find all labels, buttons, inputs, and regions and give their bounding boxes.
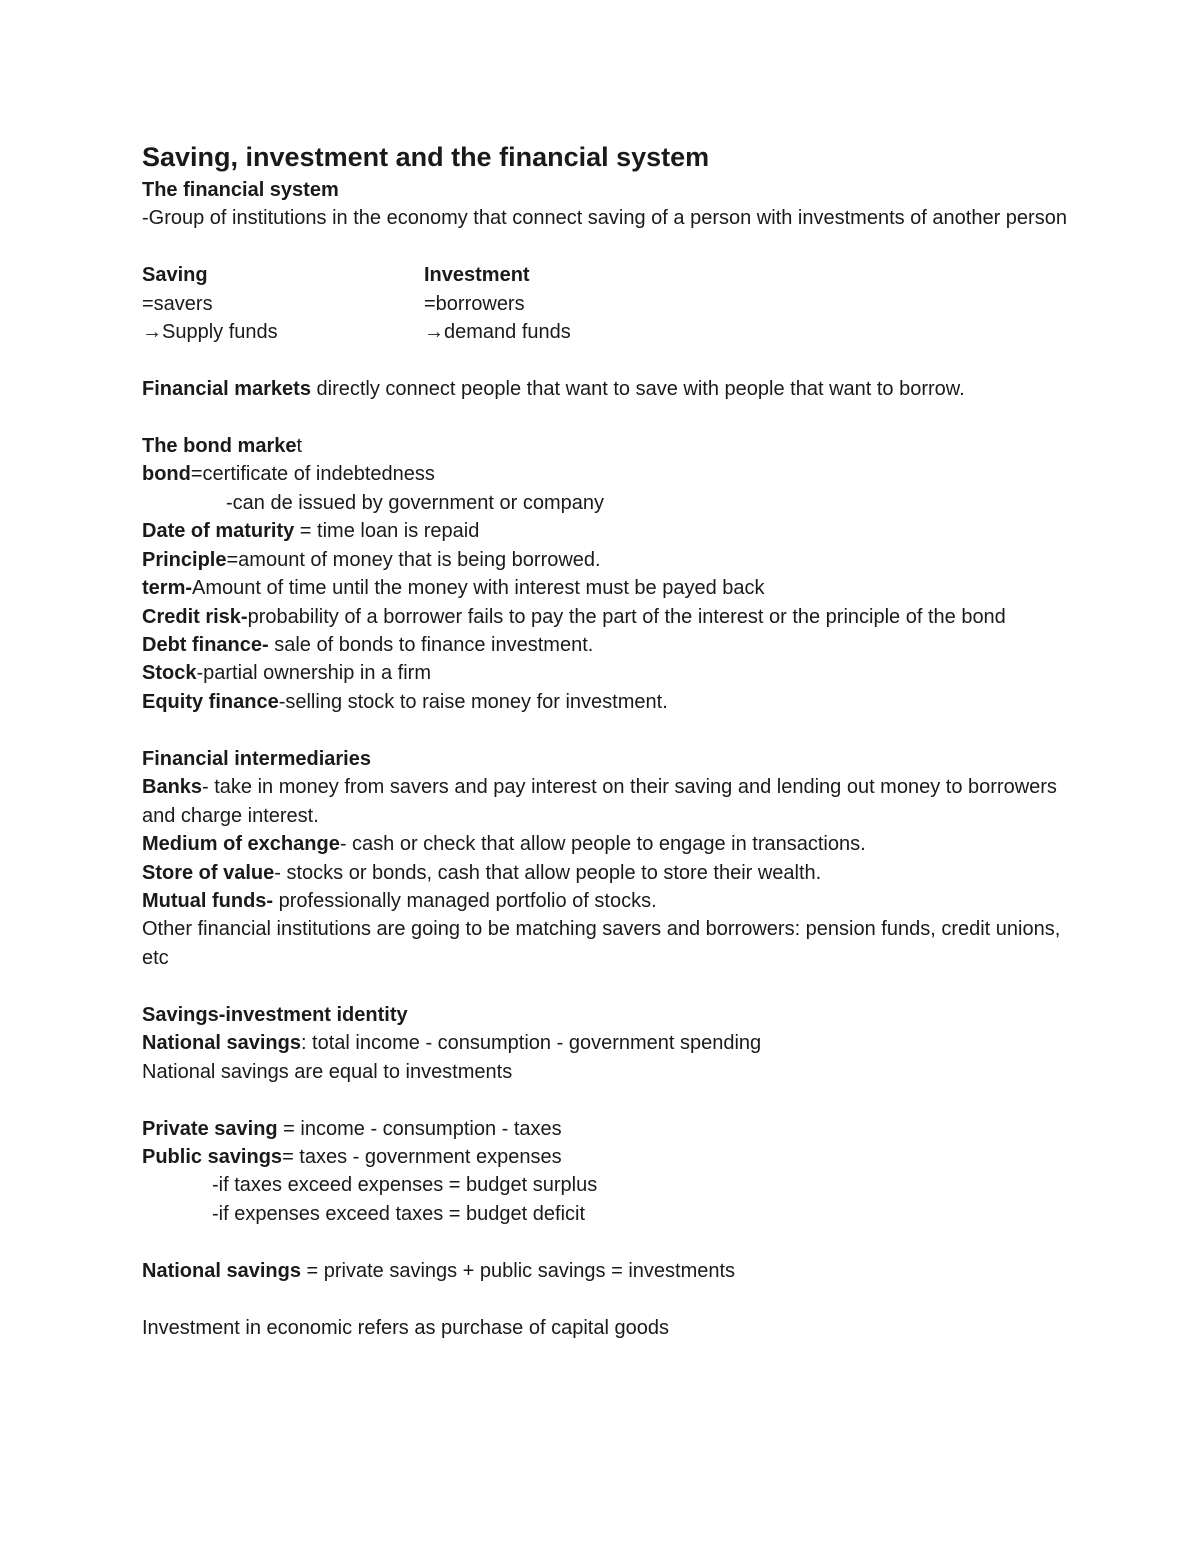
spacer [142,404,1082,432]
other-institutions-text: Other financial institutions are going to be matching savers and borrowers: pension funds, credit unions, etc [142,918,1061,969]
credit-risk-definition: Credit risk-probability of a borrower fails to pay the part of the interest or the principle of the bond [142,605,1006,628]
principle-definition: Principle=amount of money that is being borrowed. [142,548,601,571]
spacer [142,1285,1082,1313]
closing-statement: Investment in economic refers as purchase of capital goods [142,1316,669,1339]
columns-row-1 [142,290,1082,318]
columns-heading-row [142,261,1082,289]
store-of-value-definition: Store of value- stocks or bonds, cash that allow people to store their wealth. [142,861,822,884]
term-definition: term-Amount of time until the money with interest must be payed back [142,577,765,600]
supply-funds-text: →Supply funds [142,321,278,344]
investment-heading: Investment [424,264,530,287]
financial-system-definition: -Group of institutions in the economy that connect saving of a person with investments of another person [142,207,1067,230]
savers-text: =savers [142,292,213,315]
national-savings-equal-text: National savings are equal to investments [142,1060,513,1083]
saving-heading: Saving [142,264,208,287]
spacer [142,716,1082,744]
section-heading-bond-market: The bond market [142,434,303,457]
demand-funds-text: →demand funds [424,321,571,344]
budget-surplus-note: -if taxes exceed expenses = budget surplus [212,1174,598,1197]
equity-finance-definition: Equity finance-selling stock to raise money for investment. [142,690,668,713]
private-saving-definition: Private saving = income - consumption - taxes [142,1117,562,1140]
mutual-funds-definition: Mutual funds- professionally managed portfolio of stocks. [142,890,657,912]
bond-issuer-note: -can de issued by government or company [226,491,604,514]
columns-row-2 [142,318,1082,346]
section-heading-intermediaries: Financial intermediaries [142,747,371,770]
bond-definition: bond=certificate of indebtedness [142,463,435,486]
budget-deficit-note: -if expenses exceed taxes = budget deficit [212,1202,586,1225]
public-savings-definition: Public savings= taxes - government expenses [142,1145,562,1168]
national-savings-definition: National savings: total income - consumption - government spending [142,1032,762,1055]
spacer [142,972,1082,1000]
document-body [142,140,1082,1342]
national-savings-equation: National savings = private savings + public savings = investments [142,1259,736,1282]
stock-definition: Stock-partial ownership in a firm [142,662,431,685]
financial-markets-line: Financial markets directly connect people that want to save with people that want to borrow. [142,378,965,401]
debt-finance-definition: Debt finance- sale of bonds to finance investment. [142,634,594,657]
document-title: Saving, investment and the financial system [142,142,710,172]
spacer [142,1228,1082,1256]
spacer [142,347,1082,375]
section-heading-financial-system: The financial system [142,179,339,201]
borrowers-text: =borrowers [424,292,525,315]
banks-definition: Banks- take in money from savers and pay interest on their saving and lending out money to borrowers and charge interest. [142,776,1057,827]
section-heading-identity: Savings-investment identity [142,1003,408,1026]
date-of-maturity-definition: Date of maturity = time loan is repaid [142,520,480,543]
spacer [142,1086,1082,1114]
medium-of-exchange-definition: Medium of exchange- cash or check that allow people to engage in transactions. [142,833,866,856]
spacer [142,233,1082,261]
